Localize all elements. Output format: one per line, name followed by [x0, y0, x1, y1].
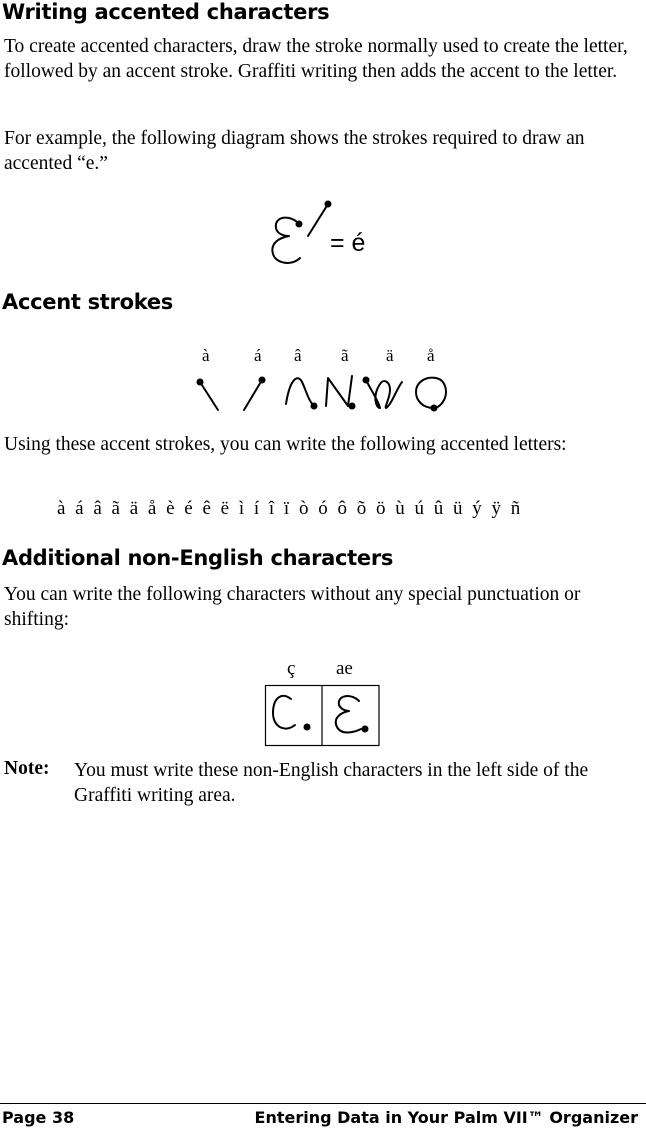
acute-stroke-start-dot [259, 377, 266, 384]
acute-stroke-start-dot [325, 201, 332, 208]
c-cedilla-stroke-end-dot [304, 724, 311, 731]
circumflex-stroke-start-dot [311, 403, 318, 410]
footer-page-number: Page 38 [2, 1108, 75, 1127]
umlaut-stroke-start-dot [363, 377, 370, 384]
acute-stroke-path [244, 380, 262, 410]
special-char-labels [0, 658, 646, 682]
e-stroke-start-dot [296, 221, 303, 228]
paragraph-example: For example, the following diagram shows the strokes required to draw an accented “e.” [4, 128, 585, 174]
paragraph-accent-usage: Using these accent strokes, you can write the following accented letters: [4, 434, 567, 455]
grave-stroke-path [200, 382, 218, 410]
footer-chapter-title: Entering Data in Your Palm VII™ Organizer [254, 1108, 638, 1127]
note-label: Note: [4, 758, 50, 779]
c-cedilla-stroke-path [273, 696, 295, 729]
acute-stroke-path [308, 204, 328, 236]
ring-stroke-path [416, 378, 446, 408]
ring-stroke-start-dot [431, 405, 438, 412]
accent-label-acute: á [254, 346, 262, 365]
paragraph-non-english: You can write the following characters without any special punctuation or shifting: [4, 584, 581, 630]
circumflex-stroke-path [286, 378, 314, 406]
accent-label-grave: à [202, 346, 210, 365]
umlaut-stroke-path [366, 380, 402, 408]
special-chars-stroke-box [265, 685, 380, 747]
accent-label-ring: å [427, 346, 435, 365]
ae-stroke-path [336, 696, 361, 732]
accent-label-tilde: ã [341, 346, 349, 365]
accent-label-umlaut: ä [386, 346, 394, 365]
heading-accent-strokes: Accent strokes [2, 290, 173, 314]
accent-stroke-labels [0, 346, 646, 368]
ae-stroke-end-dot [362, 726, 369, 733]
accent-strokes-diagram [190, 370, 460, 418]
diagram-result-text: = é [330, 229, 366, 257]
grave-stroke-start-dot [197, 379, 204, 386]
note-text: You must write these non-English characters in the left side of the Graffiti writing area. [74, 760, 589, 806]
heading-writing-accented: Writing accented characters [2, 0, 330, 24]
footer-rule [0, 1103, 646, 1104]
accent-label-circumflex: â [294, 346, 302, 365]
label-ae: ae [336, 658, 353, 679]
heading-non-english: Additional non-English characters [2, 546, 394, 570]
accented-letters-list: à á â ã ä å è é ê ë ì í î ï ò ó ô õ ö ù ú û ü ý ÿ ñ [57, 498, 521, 519]
paragraph-accented-intro: To create accented characters, draw the stroke normally used to create the letter, followed by an accent stroke. Graffiti writing then adds the accent to the letter. [4, 36, 628, 82]
label-c-cedilla: ç [287, 658, 296, 679]
tilde-stroke-path [326, 376, 352, 406]
tilde-stroke-start-dot [349, 403, 356, 410]
